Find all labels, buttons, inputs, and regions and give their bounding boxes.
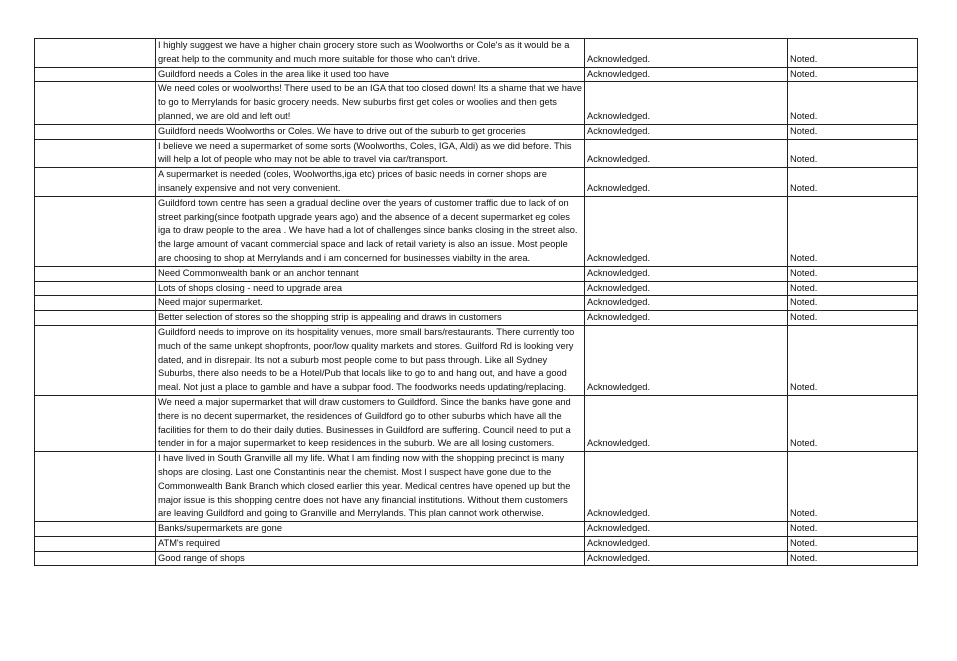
action-cell: Noted. [788, 39, 918, 68]
comment-cell: We need a major supermarket that will draw customers to Guildford. Since the banks have gone and there is no decent supermarket, the residences of Guildford go to other suburbs which have all the facilities for them to do their daily duties. Businesses in Guildford are suffering. Council need to put a tender in for a major supermarket to keep residences in the suburb. We are all losing customers. [156, 395, 585, 451]
action-cell: Noted. [788, 551, 918, 566]
response-cell: Acknowledged. [585, 196, 788, 266]
table-row [35, 39, 918, 68]
comment-cell: ATM's required [156, 536, 585, 551]
action-cell: Noted. [788, 522, 918, 537]
empty-cell [35, 325, 156, 395]
table-row [35, 296, 918, 311]
action-cell: Noted. [788, 311, 918, 326]
table-row [35, 551, 918, 566]
table-row [35, 124, 918, 139]
response-cell: Acknowledged. [585, 82, 788, 124]
feedback-table [34, 38, 918, 566]
response-cell: Acknowledged. [585, 124, 788, 139]
comment-cell: Guildford town centre has seen a gradual decline over the years of customer traffic due to lack of on street parking(since footpath upgrade years ago) and the absence of a decent supermarket eg coles iga to draw people to the area . We have had a lot of challenges since banks closing in the street also. the large amount of vacant commercial space and lack of retail variety is also an issue. Most people are choosing to shop at Merrylands and i am concerned for businesses viabilty in the area. [156, 196, 585, 266]
comment-cell: Better selection of stores so the shopping strip is appealing and draws in customers [156, 311, 585, 326]
comment-cell: I highly suggest we have a higher chain grocery store such as Woolworths or Cole's as it would be a great help to the community and much more suitable for those who can't drive. [156, 39, 585, 68]
response-cell: Acknowledged. [585, 296, 788, 311]
table-row [35, 281, 918, 296]
comment-cell: A supermarket is needed (coles, Woolworths,iga etc) prices of basic needs in corner shops are insanely expensive and not very convenient. [156, 168, 585, 197]
response-cell: Acknowledged. [585, 39, 788, 68]
response-cell: Acknowledged. [585, 281, 788, 296]
comment-cell: Guildford needs Woolworths or Coles. We have to drive out of the suburb to get groceries [156, 124, 585, 139]
comment-cell: Guildford needs a Coles in the area like it used too have [156, 67, 585, 82]
comment-cell: Good range of shops [156, 551, 585, 566]
action-cell: Noted. [788, 196, 918, 266]
table-row [35, 311, 918, 326]
empty-cell [35, 551, 156, 566]
table-row [35, 196, 918, 266]
comment-cell: Need major supermarket. [156, 296, 585, 311]
empty-cell [35, 168, 156, 197]
response-cell: Acknowledged. [585, 452, 788, 522]
action-cell: Noted. [788, 124, 918, 139]
response-cell: Acknowledged. [585, 168, 788, 197]
table-row [35, 67, 918, 82]
table-row [35, 536, 918, 551]
response-cell: Acknowledged. [585, 536, 788, 551]
action-cell: Noted. [788, 452, 918, 522]
action-cell: Noted. [788, 395, 918, 451]
feedback-table-body [35, 39, 918, 566]
action-cell: Noted. [788, 266, 918, 281]
response-cell: Acknowledged. [585, 522, 788, 537]
table-row [35, 395, 918, 451]
empty-cell [35, 536, 156, 551]
empty-cell [35, 266, 156, 281]
table-row [35, 266, 918, 281]
action-cell: Noted. [788, 325, 918, 395]
table-row [35, 82, 918, 124]
response-cell: Acknowledged. [585, 311, 788, 326]
action-cell: Noted. [788, 67, 918, 82]
table-row [35, 325, 918, 395]
empty-cell [35, 139, 156, 168]
table-row [35, 452, 918, 522]
comment-cell: Lots of shops closing - need to upgrade area [156, 281, 585, 296]
action-cell: Noted. [788, 536, 918, 551]
action-cell: Noted. [788, 82, 918, 124]
action-cell: Noted. [788, 296, 918, 311]
table-row [35, 139, 918, 168]
empty-cell [35, 311, 156, 326]
response-cell: Acknowledged. [585, 67, 788, 82]
empty-cell [35, 67, 156, 82]
table-row [35, 168, 918, 197]
response-cell: Acknowledged. [585, 139, 788, 168]
action-cell: Noted. [788, 281, 918, 296]
comment-cell: Guildford needs to improve on its hospitality venues, more small bars/restaurants. There currently too much of the same unkept shopfronts, poor/low quality markets and stores. Guilford Rd is looking very dated, and in disrepair. Its not a suburb most people come to but pass through. Like all Sydney Suburbs, there also needs to be a Hotel/Pub that locals like to go to and hang out, and have a good meal. Not just a place to gamble and have a subpar food. The foodworks needs updating/replacing. [156, 325, 585, 395]
empty-cell [35, 281, 156, 296]
response-cell: Acknowledged. [585, 395, 788, 451]
empty-cell [35, 395, 156, 451]
empty-cell [35, 82, 156, 124]
empty-cell [35, 452, 156, 522]
response-cell: Acknowledged. [585, 266, 788, 281]
response-cell: Acknowledged. [585, 325, 788, 395]
empty-cell [35, 522, 156, 537]
empty-cell [35, 296, 156, 311]
action-cell: Noted. [788, 168, 918, 197]
table-row [35, 522, 918, 537]
comment-cell: We need coles or woolworths! There used to be an IGA that too closed down! Its a shame that we have to go to Merrylands for basic grocery needs. New suburbs first get coles or woolies and then gets planned, we are old and left out! [156, 82, 585, 124]
comment-cell: Need Commonwealth bank or an anchor tennant [156, 266, 585, 281]
comment-cell: I have lived in South Granville all my life. What I am finding now with the shopping precinct is many shops are closing. Last one Constantinis near the chemist. Most I suspect have gone due to the Commonwealth Bank Branch which closed earlier this year. Medical centres have opened up but the major issue is this shopping centre does not have any financial institutions. Without them customers are leaving Guildford and going to Granville and Merrylands. This plan cannot work otherwise. [156, 452, 585, 522]
empty-cell [35, 39, 156, 68]
action-cell: Noted. [788, 139, 918, 168]
empty-cell [35, 124, 156, 139]
comment-cell: Banks/supermarkets are gone [156, 522, 585, 537]
comment-cell: I believe we need a supermarket of some sorts (Woolworths, Coles, IGA, Aldi) as we did before. This will help a lot of people who may not be able to travel via car/transport. [156, 139, 585, 168]
response-cell: Acknowledged. [585, 551, 788, 566]
empty-cell [35, 196, 156, 266]
